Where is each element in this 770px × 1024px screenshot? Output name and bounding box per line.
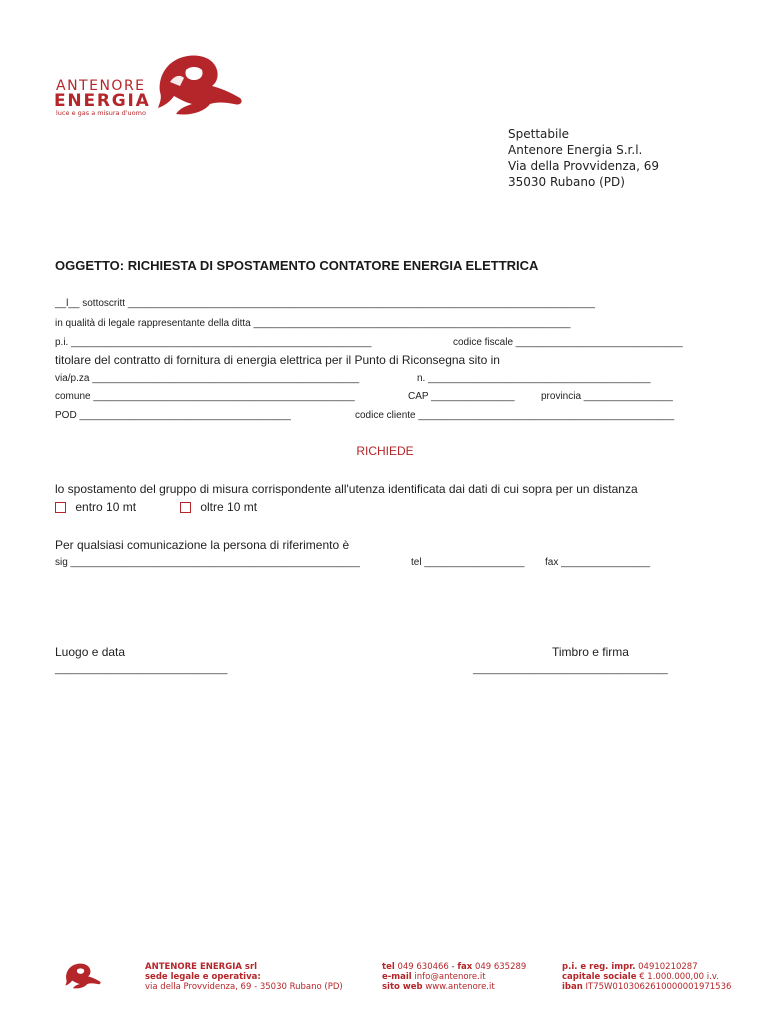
footer-web-link[interactable]: www.antenore.it	[425, 982, 495, 992]
checkbox-entro[interactable]	[55, 502, 66, 513]
form-line-titolare: titolare del contratto di fornitura di energia elettrica per il Punto di Riconsegna sito in	[55, 353, 500, 367]
recipient-line: 35030 Rubano (PD)	[508, 175, 625, 189]
request-text: lo spostamento del gruppo di misura corrispondente all'utenza identificata dai dati di cui sopra per un distanza	[55, 482, 638, 496]
recipient-line: Spettabile	[508, 127, 570, 141]
form-line-provincia[interactable]: provincia ________________	[541, 391, 673, 402]
logo-tagline: luce e gas a misura d'uomo	[56, 109, 146, 117]
contact-tel-field[interactable]: tel __________________	[411, 557, 525, 568]
form-line-numero[interactable]: n. ________________________________________	[417, 373, 651, 384]
option-oltre-10mt[interactable]	[180, 500, 257, 514]
stamp-signature-label: Timbro e firma	[552, 645, 629, 659]
stamp-signature-field[interactable]: ___________________________________	[473, 664, 668, 675]
footer-web-label: sito web	[382, 982, 423, 992]
footer-pi: 04910210287	[638, 962, 698, 972]
footer-capital: € 1.000.000,00 i.v.	[639, 972, 719, 982]
form-line-codice-fiscale[interactable]: codice fiscale ______________________________	[453, 337, 683, 348]
place-date-field[interactable]: _______________________________	[55, 664, 228, 675]
footer-capital-label: capitale sociale	[562, 972, 637, 982]
form-line-pi[interactable]: p.i. ______________________________________________________	[55, 337, 372, 348]
recipient-line: Via della Provvidenza, 69	[508, 159, 660, 173]
form-line-sottoscritto[interactable]: __l__ sottoscritt ____________________________________________________________________________________	[55, 298, 595, 309]
form-line-comune[interactable]: comune _______________________________________________	[55, 391, 355, 402]
place-date-label: Luogo e data	[55, 645, 126, 659]
option-entro-label: entro 10 mt	[75, 500, 137, 514]
footer-fax-label: fax	[457, 962, 473, 972]
footer-logo-icon	[62, 962, 102, 990]
form-line-pod[interactable]: POD ______________________________________	[55, 410, 291, 421]
footer-iban: IT75W0103062610000001971536	[585, 982, 732, 992]
recipient-line: Antenore Energia S.r.l.	[508, 143, 643, 157]
richiede-heading: RICHIEDE	[356, 444, 414, 458]
subject-heading: OGGETTO: RICHIESTA DI SPOSTAMENTO CONTATORE ENERGIA ELETTRICA	[55, 258, 539, 273]
footer-company-name: ANTENORE ENERGIA srl	[145, 962, 258, 972]
footer-sede-label: sede legale e operativa:	[145, 972, 261, 982]
form-line-cap[interactable]: CAP _______________	[408, 391, 515, 402]
footer-email-link[interactable]: info@antenore.it	[414, 972, 486, 982]
contact-fax-field[interactable]: fax ________________	[545, 557, 651, 568]
option-entro-10mt[interactable]	[55, 500, 136, 514]
form-line-via[interactable]: via/p.za ________________________________________________	[55, 373, 360, 384]
footer-pi-label: p.i. e reg. impr.	[562, 962, 636, 972]
logo-icon	[150, 52, 245, 118]
footer-tel: 049 630466	[397, 962, 449, 972]
form-line-codice-cliente[interactable]: codice cliente ______________________________________________	[355, 410, 675, 421]
footer-legal	[562, 962, 731, 992]
footer-company	[145, 962, 343, 992]
option-oltre-label: oltre 10 mt	[200, 500, 258, 514]
checkbox-oltre[interactable]	[180, 502, 191, 513]
recipient-address	[508, 126, 659, 190]
footer-iban-label: iban	[562, 982, 583, 992]
footer-fax: 049 635289	[474, 962, 527, 972]
form-line-legale-rappresentante[interactable]: in qualità di legale rappresentante della ditta _________________________________________________________	[55, 318, 571, 329]
logo-text-energia: ENERGIA	[54, 91, 151, 111]
footer-tel-label: tel	[382, 962, 395, 972]
contact-intro: Per qualsiasi comunicazione la persona di riferimento è	[55, 538, 350, 552]
footer-sede-address: via della Provvidenza, 69 - 35030 Rubano (PD)	[145, 982, 343, 992]
logo-text-antenore: ANTENORE	[56, 78, 146, 94]
contact-sig-field[interactable]: sig ____________________________________________________	[55, 557, 360, 568]
footer-email-label: e-mail	[382, 972, 412, 982]
footer-contacts: tel 049 630466 - fax 049 635289 e-mail info@antenore.it sito web www.antenore.it	[382, 962, 527, 992]
